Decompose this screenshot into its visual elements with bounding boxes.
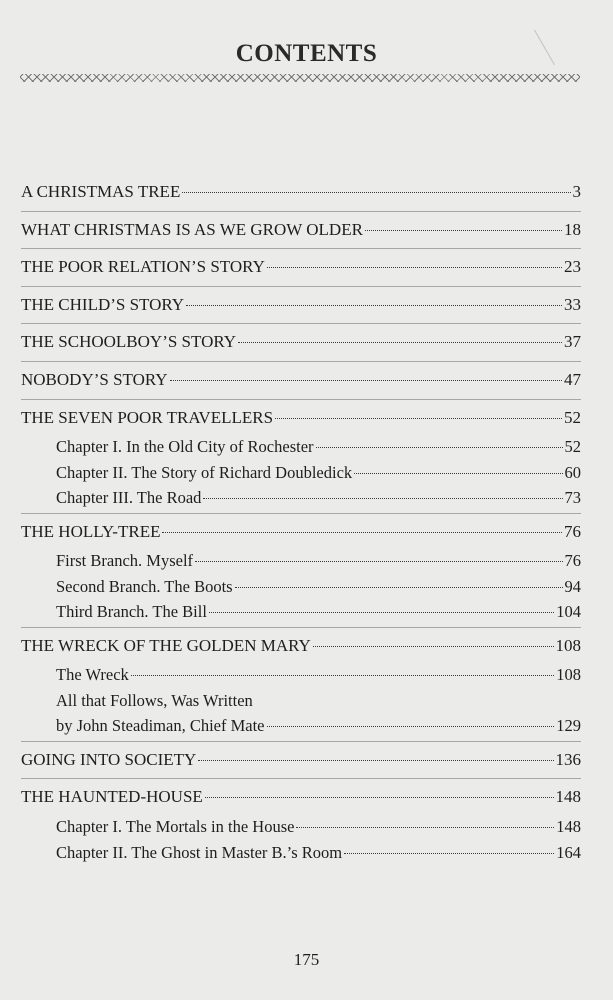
ornamental-divider: [20, 74, 580, 82]
dot-leader: [275, 401, 562, 419]
toc-subentry-title: First Branch. Myself: [56, 551, 194, 571]
page-number: 175: [293, 950, 320, 969]
toc-subentry-title: Chapter III. The Road: [56, 488, 202, 508]
divider-line: [21, 211, 581, 212]
toc-subentry-title: Second Branch. The Boots: [56, 576, 233, 596]
toc-entry-page: 23: [564, 257, 581, 277]
toc-subentry-title: Chapter I. In the Old City of Rochester: [56, 437, 314, 457]
dot-leader: [313, 629, 554, 647]
dot-leader: [195, 545, 562, 563]
dot-leader: [267, 250, 562, 268]
toc-subentry-page: 104: [556, 602, 581, 622]
toc-subentry-title: Chapter II. The Ghost in Master B.’s Room: [56, 842, 343, 862]
toc-entry-title: THE SCHOOLBOY’S STORY: [21, 332, 237, 352]
dot-leader: [354, 456, 562, 474]
toc-entry[interactable]: [21, 781, 581, 814]
dot-leader: [209, 596, 554, 614]
toc-entry[interactable]: [21, 214, 581, 247]
toc-subentry-title: by John Steadiman, Chief Mate: [56, 716, 265, 736]
toc-entry[interactable]: [21, 744, 581, 777]
toc-entry-page: 18: [564, 219, 581, 239]
toc-subentry-page: 129: [556, 716, 581, 736]
toc-entry-title: THE POOR RELATION’S STORY: [21, 257, 265, 277]
toc-subentry-title: Third Branch. The Bill: [56, 602, 207, 622]
divider-line: [21, 399, 581, 400]
toc-entry[interactable]: [21, 402, 581, 435]
divider-line: [21, 627, 581, 628]
dot-leader: [235, 570, 563, 588]
dot-leader: [316, 431, 563, 449]
toc-subentry[interactable]: [21, 485, 581, 511]
dot-leader: [238, 325, 562, 343]
toc-entry-title: THE SEVEN POOR TRAVELLERS: [21, 407, 274, 427]
toc-entry[interactable]: [21, 326, 581, 359]
table-of-contents: [21, 176, 581, 865]
toc-entry-page: 3: [572, 182, 581, 201]
toc-entry-title: A CHRISTMAS TREE: [21, 182, 181, 201]
dot-leader: [205, 780, 554, 798]
toc-subentry-page: 164: [556, 842, 581, 862]
toc-entry-page: 76: [564, 521, 581, 541]
toc-subentry[interactable]: [21, 840, 581, 866]
toc-subentry-page: 94: [564, 576, 581, 596]
toc-entry[interactable]: [21, 364, 581, 397]
toc-entry-title: WHAT CHRISTMAS IS AS WE GROW OLDER: [21, 219, 363, 239]
divider-line: [21, 286, 581, 287]
toc-subentry-page: 108: [556, 665, 581, 685]
toc-entry[interactable]: [21, 516, 581, 549]
toc-subentry-page: 60: [564, 462, 581, 482]
toc-entry-title: THE HAUNTED-HOUSE: [21, 787, 203, 807]
toc-entry-page: 37: [564, 332, 581, 352]
toc-subentry-page: 76: [564, 551, 581, 571]
toc-entry[interactable]: [21, 289, 581, 322]
divider-line: [21, 513, 581, 514]
toc-subentry-page: 52: [564, 437, 581, 457]
toc-subentry-title: All that Follows, Was Written: [56, 690, 253, 710]
dot-leader: [203, 482, 562, 500]
toc-subentry-title: Chapter II. The Story of Richard Doubledick: [56, 462, 353, 482]
toc-subentry-title: Chapter I. The Mortals in the House: [56, 817, 295, 837]
dot-leader: [296, 811, 554, 829]
divider-line: [21, 248, 581, 249]
toc-subentry[interactable]: [21, 662, 581, 688]
dot-leader: [365, 213, 562, 231]
toc-subentry[interactable]: [21, 599, 581, 625]
divider-line: [21, 778, 581, 779]
toc-entry-title: GOING INTO SOCIETY: [21, 749, 197, 769]
toc-entry-title: THE WRECK OF THE GOLDEN MARY: [21, 635, 311, 655]
toc-subentry-page: 148: [556, 817, 581, 837]
page-title: CONTENTS: [235, 40, 378, 67]
dot-leader: [162, 515, 562, 533]
toc-entry[interactable]: [21, 176, 581, 209]
toc-entry[interactable]: [21, 251, 581, 284]
divider-line: [21, 361, 581, 362]
dot-leader: [344, 836, 554, 854]
toc-entry-page: 47: [564, 369, 581, 389]
toc-entry-title: THE HOLLY-TREE: [21, 521, 161, 541]
toc-subentry-page: 73: [564, 488, 581, 508]
toc-entry-title: NOBODY’S STORY: [21, 369, 168, 389]
toc-entry[interactable]: [21, 630, 581, 663]
toc-entry-page: 108: [555, 635, 581, 655]
toc-entry-page: 148: [555, 787, 581, 807]
toc-subentry[interactable]: [21, 713, 581, 739]
dot-leader: [182, 175, 570, 193]
dot-leader: [198, 743, 553, 761]
dot-leader: [267, 710, 555, 728]
dot-leader: [131, 659, 554, 677]
toc-entry-page: 136: [555, 749, 581, 769]
toc-subentry-title: The Wreck: [56, 665, 129, 685]
divider-line: [21, 741, 581, 742]
dot-leader: [170, 363, 562, 381]
toc-entry-page: 33: [564, 294, 581, 314]
toc-entry-title: THE CHILD’S STORY: [21, 294, 185, 314]
toc-entry-page: 52: [564, 407, 581, 427]
dot-leader: [186, 288, 562, 306]
divider-line: [21, 323, 581, 324]
